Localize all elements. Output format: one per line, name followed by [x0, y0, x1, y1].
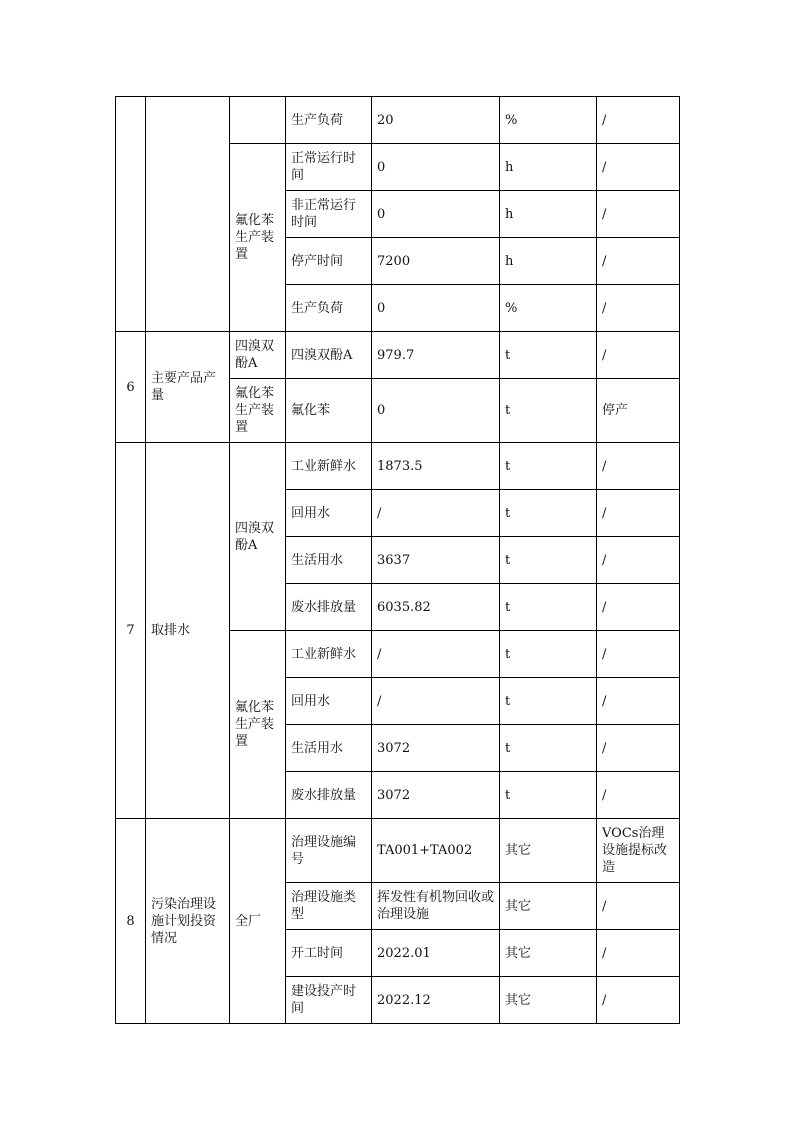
note-cell: /	[597, 631, 680, 678]
measure-unit: t	[500, 379, 597, 443]
measure-unit: h	[500, 238, 597, 285]
note-cell: /	[597, 678, 680, 725]
note-cell: /	[597, 97, 680, 144]
unit-cell: 四溴双酚A	[230, 443, 286, 631]
indicator-value: /	[372, 678, 500, 725]
indicator-name: 非正常运行时间	[286, 191, 372, 238]
note-cell: /	[597, 191, 680, 238]
indicator-value: 0	[372, 379, 500, 443]
unit-cell: 四溴双酚A	[230, 332, 286, 379]
indicator-value: 0	[372, 191, 500, 238]
indicator-name: 回用水	[286, 678, 372, 725]
indicator-name: 废水排放量	[286, 584, 372, 631]
unit-cell: 氟化苯生产装置	[230, 144, 286, 332]
measure-unit: t	[500, 443, 597, 490]
unit-cell: 氟化苯生产装置	[230, 631, 286, 819]
note-cell: /	[597, 238, 680, 285]
table-row	[116, 819, 680, 883]
measure-unit: 其它	[500, 930, 597, 977]
measure-unit: t	[500, 584, 597, 631]
indicator-name: 工业新鲜水	[286, 443, 372, 490]
indicator-name: 氟化苯	[286, 379, 372, 443]
indicator-name: 建设投产时间	[286, 977, 372, 1024]
indicator-name: 废水排放量	[286, 772, 372, 819]
note-cell: /	[597, 977, 680, 1024]
indicator-value: TA001+TA002	[372, 819, 500, 883]
indicator-value: 挥发性有机物回收或治理设施	[372, 883, 500, 930]
measure-unit: t	[500, 725, 597, 772]
indicator-name: 工业新鲜水	[286, 631, 372, 678]
indicator-value: 2022.01	[372, 930, 500, 977]
measure-unit: t	[500, 490, 597, 537]
note-cell: /	[597, 930, 680, 977]
indicator-name: 开工时间	[286, 930, 372, 977]
measure-unit: h	[500, 144, 597, 191]
row-number: 6	[116, 332, 146, 443]
note-cell: /	[597, 443, 680, 490]
indicator-value: 2022.12	[372, 977, 500, 1024]
indicator-value: /	[372, 631, 500, 678]
indicator-name: 正常运行时间	[286, 144, 372, 191]
unit-cell: 全厂	[230, 819, 286, 1024]
measure-unit: t	[500, 537, 597, 584]
note-cell: /	[597, 285, 680, 332]
note-cell: /	[597, 332, 680, 379]
item-cell: 取排水	[146, 443, 230, 819]
item-cell: 主要产品产量	[146, 332, 230, 443]
measure-unit: t	[500, 678, 597, 725]
indicator-name: 生产负荷	[286, 97, 372, 144]
unit-cell	[230, 97, 286, 144]
table-row	[116, 443, 680, 490]
unit-cell: 氟化苯生产装置	[230, 379, 286, 443]
item-cell	[146, 97, 230, 332]
indicator-value: 3072	[372, 725, 500, 772]
note-cell: /	[597, 584, 680, 631]
row-number	[116, 97, 146, 332]
row-number: 7	[116, 443, 146, 819]
indicator-name: 四溴双酚A	[286, 332, 372, 379]
measure-unit: 其它	[500, 977, 597, 1024]
indicator-value: 3637	[372, 537, 500, 584]
indicator-name: 回用水	[286, 490, 372, 537]
indicator-value: 6035.82	[372, 584, 500, 631]
note-cell: /	[597, 725, 680, 772]
measure-unit: 其它	[500, 819, 597, 883]
item-cell: 污染治理设施计划投资情况	[146, 819, 230, 1024]
note-cell: /	[597, 772, 680, 819]
measure-unit: h	[500, 191, 597, 238]
data-table	[115, 96, 680, 1024]
note-cell: 停产	[597, 379, 680, 443]
indicator-value: 979.7	[372, 332, 500, 379]
indicator-name: 治理设施类型	[286, 883, 372, 930]
row-number: 8	[116, 819, 146, 1024]
indicator-name: 生活用水	[286, 725, 372, 772]
indicator-name: 生活用水	[286, 537, 372, 584]
measure-unit: 其它	[500, 883, 597, 930]
note-cell: /	[597, 144, 680, 191]
indicator-value: 0	[372, 144, 500, 191]
indicator-value: 20	[372, 97, 500, 144]
indicator-value: 1873.5	[372, 443, 500, 490]
table-row	[116, 97, 680, 144]
measure-unit: %	[500, 97, 597, 144]
measure-unit: t	[500, 332, 597, 379]
indicator-name: 治理设施编号	[286, 819, 372, 883]
measure-unit: %	[500, 285, 597, 332]
measure-unit: t	[500, 631, 597, 678]
note-cell: /	[597, 537, 680, 584]
indicator-value: 7200	[372, 238, 500, 285]
indicator-value: /	[372, 490, 500, 537]
indicator-name: 生产负荷	[286, 285, 372, 332]
note-cell: /	[597, 883, 680, 930]
measure-unit: t	[500, 772, 597, 819]
indicator-value: 3072	[372, 772, 500, 819]
note-cell: VOCs治理设施提标改造	[597, 819, 680, 883]
note-cell: /	[597, 490, 680, 537]
indicator-name: 停产时间	[286, 238, 372, 285]
table-row	[116, 332, 680, 379]
indicator-value: 0	[372, 285, 500, 332]
